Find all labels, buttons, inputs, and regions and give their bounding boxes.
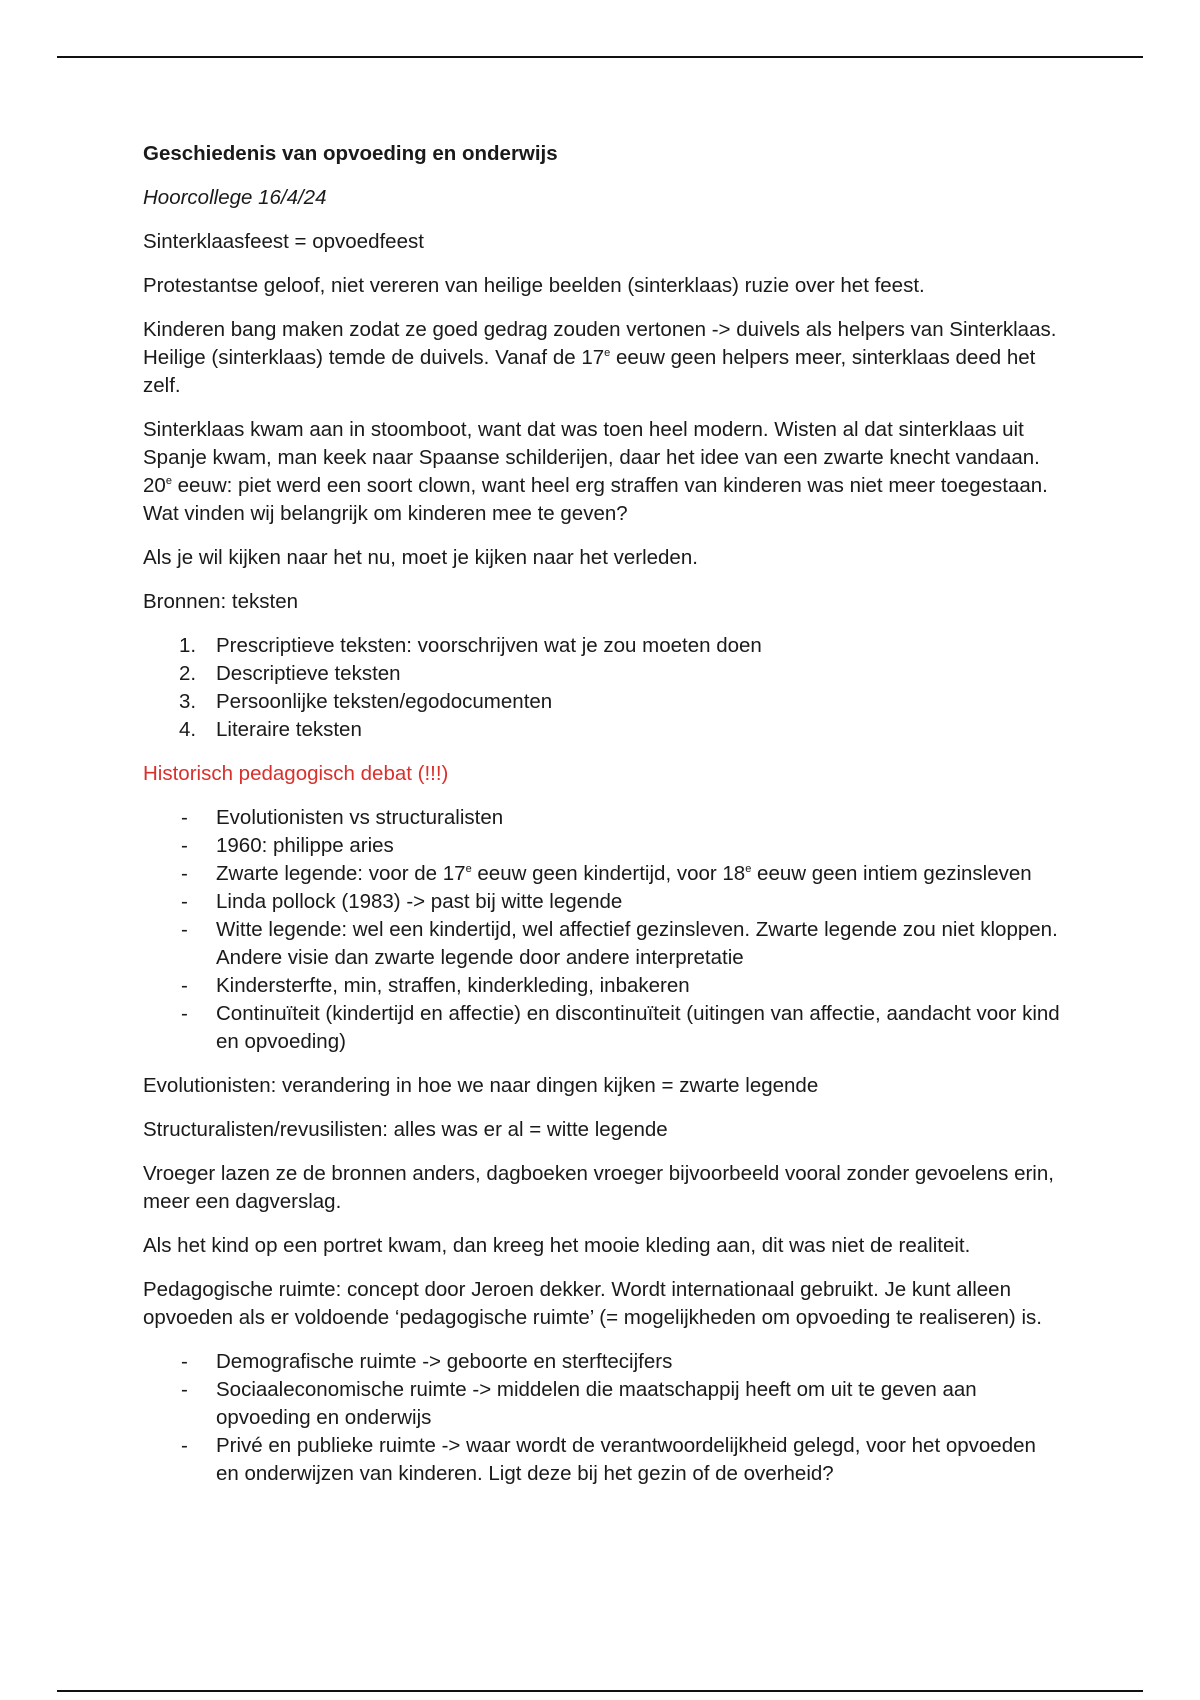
paragraph: Pedagogische ruimte: concept door Jeroen dekker. Wordt internationaal gebruikt. Je kunt alleen opvoeden als er voldoende ‘pedagogische ruimte’ (= mogelijkheden om opvoeding te realiseren) is. — [143, 1278, 1042, 1329]
paragraph: Vroeger lazen ze de bronnen anders, dagboeken vroeger bijvoorbeeld vooral zonder gevoelens erin, meer een dagverslag. — [143, 1162, 1054, 1213]
list-item: - Zwarte legende: voor de 17e eeuw geen kindertijd, voor 18e eeuw geen intiem gezinsleven — [181, 862, 1032, 885]
list-item: - Witte legende: wel een kindertijd, wel affectief gezinsleven. Zwarte legende zou niet kloppen. Andere visie dan zwarte legende door andere interpretatie — [181, 918, 1058, 969]
list-item: - Linda pollock (1983) -> past bij witte legende — [181, 890, 623, 913]
paragraph: Sinterklaas kwam aan in stoomboot, want dat was toen heel modern. Wisten al dat sinterklaas uit Spanje kwam, man keek naar Spaanse schilderijen, daar het idee van een zwarte knecht vandaan. 20e eeuw: piet werd een soort clown, want heel erg straffen van kinderen was niet meer toegestaan. Wat vinden wij belangrijk om kinderen mee te geven? — [143, 418, 1048, 525]
lecture-date: Hoorcollege 16/4/24 — [143, 186, 327, 209]
list-item: - Continuïteit (kindertijd en affectie) en discontinuïteit (uitingen van affectie, aandacht voor kind en opvoeding) — [181, 1002, 1060, 1053]
paragraph: Als je wil kijken naar het nu, moet je kijken naar het verleden. — [143, 546, 698, 569]
section-heading: Historisch pedagogisch debat (!!!) — [143, 762, 449, 785]
list-item: - Privé en publieke ruimte -> waar wordt de verantwoordelijkheid gelegd, voor het opvoeden en onderwijzen van kinderen. Ligt deze bij het gezin of de overheid? — [181, 1434, 1036, 1485]
list-item: 4. Literaire teksten — [179, 718, 362, 741]
list-item: 3. Persoonlijke teksten/egodocumenten — [179, 690, 553, 713]
sources-list — [143, 632, 1063, 744]
paragraph: Sinterklaasfeest = opvoedfeest — [143, 230, 424, 253]
list-item: 1. Prescriptieve teksten: voorschrijven wat je zou moeten doen — [179, 634, 762, 657]
document-body — [143, 140, 1063, 1504]
list-item: - Evolutionisten vs structuralisten — [181, 806, 504, 829]
bottom-rule — [57, 1690, 1143, 1692]
list-item: - Kindersterfte, min, straffen, kinderkleding, inbakeren — [181, 974, 690, 997]
paragraph: Evolutionisten: verandering in hoe we naar dingen kijken = zwarte legende — [143, 1074, 819, 1097]
paragraph: Kinderen bang maken zodat ze goed gedrag zouden vertonen -> duivels als helpers van Sinterklaas. Heilige (sinterklaas) temde de duivels. Vanaf de 17e eeuw geen helpers meer, sinterklaas deed het zelf. — [143, 318, 1057, 397]
list-item: - 1960: philippe aries — [181, 834, 394, 857]
list-item: - Sociaaleconomische ruimte -> middelen die maatschappij heeft om uit te geven aan opvoeding en onderwijs — [181, 1378, 977, 1429]
paragraph: Bronnen: teksten — [143, 590, 298, 613]
document-title: Geschiedenis van opvoeding en onderwijs — [143, 142, 558, 165]
list-item: - Demografische ruimte -> geboorte en sterftecijfers — [181, 1350, 673, 1373]
top-rule — [57, 56, 1143, 58]
paragraph: Structuralisten/revusilisten: alles was er al = witte legende — [143, 1118, 668, 1141]
list-item: 2. Descriptieve teksten — [179, 662, 401, 685]
debate-list — [143, 804, 1063, 1056]
paragraph: Als het kind op een portret kwam, dan kreeg het mooie kleding aan, dit was niet de realiteit. — [143, 1234, 971, 1257]
paragraph: Protestantse geloof, niet vereren van heilige beelden (sinterklaas) ruzie over het feest. — [143, 274, 925, 297]
pedagogical-space-list — [143, 1348, 1063, 1488]
